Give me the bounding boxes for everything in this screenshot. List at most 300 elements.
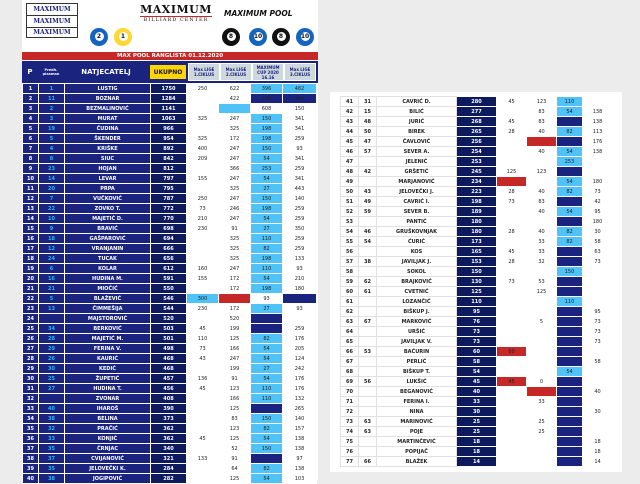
table-row [341,377,613,387]
liga1-points [187,474,219,484]
player-name: MAJETIĆ M. [65,334,151,344]
table-row [23,154,317,164]
rank-position: 72 [341,407,359,417]
liga2-points: 32 [527,257,557,267]
cup-points: 198 [251,134,283,144]
total-points: 153 [457,257,497,267]
player-name: IHAROŠ [65,404,151,414]
liga2-points: 33 [527,397,557,407]
cup-points [251,314,283,324]
table-row [341,227,613,237]
total-points: 30 [457,407,497,417]
ranking-header [22,0,318,52]
total-points: 125 [457,287,497,297]
player-name: JOGIPOVIĆ [65,474,151,484]
pool-ball-icon [114,28,132,46]
previous-rank: 28 [39,334,65,344]
total-points: 954 [151,134,187,144]
rank-position: 77 [341,457,359,467]
liga3-points: 30 [583,227,613,237]
cup-points: 54 [251,374,283,384]
table-row [23,164,317,174]
previous-rank [359,407,377,417]
total-points: 277 [457,107,497,117]
liga2-points: 247 [219,354,251,364]
rank-position: 15 [23,224,39,234]
liga3-points: 341 [283,174,317,184]
cup-points: 54 [251,154,283,164]
liga2-points [527,447,557,457]
liga3-points: 14 [583,457,613,467]
total-points: 966 [151,124,187,134]
player-name: ČRNJAC [65,444,151,454]
liga1-points [497,307,527,317]
liga2-points: 325 [219,244,251,254]
previous-rank [39,394,65,404]
liga2-points [527,437,557,447]
total-points: 340 [151,444,187,454]
total-points: 812 [151,164,187,174]
rank-position: 57 [341,257,359,267]
previous-rank: 56 [359,377,377,387]
liga2-points: 247 [219,144,251,154]
cup-points: 110 [557,297,583,307]
liga1-points [497,457,527,467]
table-row [341,217,613,227]
liga3-points: 138 [283,464,317,474]
previous-rank [359,337,377,347]
total-points: 1750 [151,84,187,94]
total-points: 666 [151,244,187,254]
cup-points: 82 [557,187,583,197]
table-row [341,247,613,257]
liga3-points: 176 [283,334,317,344]
player-name: POPIJAČ [377,447,457,457]
liga3-points: 157 [283,424,317,434]
liga1-points [187,414,219,424]
liga3-points [583,267,613,277]
total-points: 321 [151,454,187,464]
player-name: JELENIĆ [377,157,457,167]
table-row [23,254,317,264]
table-row [341,427,613,437]
cup-points: 82 [557,227,583,237]
total-points: 520 [151,314,187,324]
table-row [23,274,317,284]
cup-points [557,417,583,427]
liga3-points: 42 [583,197,613,207]
player-name: BRAJKOVIĆ [377,277,457,287]
pool-ball-icon [272,28,290,46]
rank-position: 21 [23,284,39,294]
player-name: MAJSTOROVIĆ [65,314,151,324]
total-points: 656 [151,254,187,264]
total-points: 1284 [151,94,187,104]
liga2-points: 325 [219,184,251,194]
cup-points: 27 [251,364,283,374]
liga3-points: 259 [283,204,317,214]
cup-points: 27 [251,224,283,234]
cup-points [557,357,583,367]
liga3-points [583,277,613,287]
liga2-points [527,357,557,367]
cup-points: 27 [251,184,283,194]
player-name: JAVILJAK V. [377,337,457,347]
rank-position: 74 [341,427,359,437]
liga2-points: 247 [219,264,251,274]
cup-points: 54 [251,174,283,184]
rank-position: 48 [341,167,359,177]
rank-position: 11 [23,184,39,194]
liga3-points [583,427,613,437]
table-row [23,344,317,354]
table-row [341,167,613,177]
table-row [341,407,613,417]
cup-points: 54 [557,147,583,157]
table-row [341,447,613,457]
previous-rank: 4 [39,144,65,154]
liga2-points: 83 [219,414,251,424]
player-name: ČUDINA [65,124,151,134]
previous-rank: 16 [39,274,65,284]
cup-points: 82 [557,237,583,247]
table-row [23,244,317,254]
player-name: LUKŠIĆ [377,377,457,387]
table-row [23,194,317,204]
liga2-points [527,217,557,227]
player-name: GRUŠKOVNJAK [377,227,457,237]
player-name: GRŠETIĆ [377,167,457,177]
player-name: PANTIĆ [377,217,457,227]
logo-small-2: MAXIMUM [26,15,78,28]
total-points: 390 [151,404,187,414]
rank-position: 73 [341,417,359,427]
liga3-points [583,167,613,177]
previous-rank: 30 [39,364,65,374]
total-points: 456 [151,384,187,394]
liga3-points: 93 [283,304,317,314]
previous-rank [359,307,377,317]
liga3-points: 176 [283,374,317,384]
table-row [341,347,613,357]
liga3-points: 73 [583,327,613,337]
rank-position: 76 [341,447,359,457]
liga1-points: 300 [187,294,219,304]
liga1-points [497,267,527,277]
previous-rank [359,367,377,377]
player-name: SEVER B. [377,207,457,217]
liga2-points: 83 [527,117,557,127]
table-row [23,104,317,114]
player-name: MARINOVIĆ [377,417,457,427]
total-points: 95 [457,307,497,317]
cup-points: 198 [251,284,283,294]
liga3-points: 205 [283,344,317,354]
table-row [23,174,317,184]
previous-rank [359,327,377,337]
rank-position: 58 [341,267,359,277]
player-name: LUSTIG [65,84,151,94]
total-points: 282 [151,474,187,484]
table-row [341,127,613,137]
rank-position: 3 [23,104,39,114]
rank-position: 4 [23,114,39,124]
cup-points [557,317,583,327]
liga3-points [583,377,613,387]
rank-position: 46 [341,147,359,157]
previous-rank: 67 [359,317,377,327]
previous-rank: 22 [39,204,65,214]
rank-position: 37 [23,444,39,454]
player-name: CAVRIĆ I. [377,197,457,207]
total-points: 130 [457,277,497,287]
cup-points: 82 [251,424,283,434]
rank-position: 31 [23,384,39,394]
previous-rank: 26 [39,354,65,364]
previous-rank: 57 [359,147,377,157]
cup-points [557,457,583,467]
liga2-points: 91 [219,374,251,384]
rank-position: 1 [23,84,39,94]
liga1-points [187,364,219,374]
previous-rank [359,177,377,187]
rank-position: 23 [23,304,39,314]
total-points: 787 [151,194,187,204]
player-name: BLAŽEVIĆ [65,294,151,304]
liga3-points: 150 [283,104,317,114]
rank-position: 38 [23,454,39,464]
liga3-points: 18 [583,437,613,447]
table-row [23,284,317,294]
total-points: 73 [457,337,497,347]
liga1-points: 136 [187,374,219,384]
col-liga1: Max LIGE 1.CIKLUS [188,63,220,81]
table-row [341,257,613,267]
liga2-points: 172 [219,304,251,314]
liga3-points: 132 [283,394,317,404]
logo-sub-text: BILLIARD CENTER [140,16,212,23]
liga3-points [583,367,613,377]
liga2-points [527,137,557,147]
player-name: KEDIĆ [65,364,151,374]
cup-points [557,137,583,147]
previous-rank: 31 [359,97,377,107]
liga2-points: 91 [219,454,251,464]
liga3-points: 180 [583,217,613,227]
cup-points [557,247,583,257]
liga3-points: 482 [283,84,317,94]
previous-rank: 46 [359,227,377,237]
cup-points: 82 [251,464,283,474]
rank-position: 59 [341,277,359,287]
liga1-points [187,314,219,324]
total-points: 198 [457,197,497,207]
previous-rank: 32 [39,424,65,434]
total-points: 150 [457,267,497,277]
total-points: 254 [457,147,497,157]
total-points: 501 [151,334,187,344]
previous-rank: 63 [359,417,377,427]
rank-position: 2 [23,94,39,104]
previous-rank: 42 [359,167,377,177]
liga3-points: 18 [583,447,613,457]
liga3-points [583,97,613,107]
liga2-points: 123 [527,97,557,107]
liga2-points: 247 [219,114,251,124]
liga3-points: 350 [283,224,317,234]
liga2-points: 125 [219,474,251,484]
rank-position: 65 [341,337,359,347]
player-name: BIŠKUP J. [377,307,457,317]
table-row [341,367,613,377]
total-points: 180 [457,227,497,237]
rank-position: 17 [23,244,39,254]
table-row [341,437,613,447]
player-name: MARJANOVIĆ [377,177,457,187]
previous-rank [359,217,377,227]
player-name: BAĆURIN [377,347,457,357]
table-row [23,444,317,454]
pool-ball-icon [90,28,108,46]
liga2-points: 33 [527,237,557,247]
total-points: 256 [457,137,497,147]
liga1-points [497,417,527,427]
liga1-points [497,297,527,307]
total-points: 14 [457,457,497,467]
liga2-points: 52 [219,444,251,454]
cup-points: 82 [557,127,583,137]
player-name: BERKOVIĆ [65,324,151,334]
total-points: 373 [151,414,187,424]
liga1-points: 133 [187,454,219,464]
liga2-points: 199 [219,324,251,334]
previous-rank: 43 [359,187,377,197]
player-name: VUČKOVIĆ [65,194,151,204]
col-cup: MAXIMUM CUP 2020 16.16 [252,63,284,81]
rank-position: 52 [341,207,359,217]
table-row [23,404,317,414]
liga3-points [283,314,317,324]
liga1-points: 209 [187,154,219,164]
total-points: 612 [151,264,187,274]
liga3-points [583,297,613,307]
liga1-points [187,404,219,414]
player-name: CAVRIĆ D. [377,97,457,107]
table-row [23,114,317,124]
cup-points: 54 [251,354,283,364]
cup-points: 54 [251,214,283,224]
cup-points: 110 [251,264,283,274]
previous-rank: 2 [39,104,65,114]
total-points: 18 [457,447,497,457]
rank-position: 22 [23,294,39,304]
player-name: MURAT [65,114,151,124]
liga1-points: 45 [497,97,527,107]
table-row [341,157,613,167]
total-points: 362 [151,424,187,434]
cup-points [557,327,583,337]
rank-position: 47 [341,157,359,167]
liga1-points: 400 [187,144,219,154]
cup-points: 608 [251,104,283,114]
previous-rank: 50 [359,127,377,137]
player-name: JELOVEČKI J. [377,187,457,197]
total-points: 234 [457,177,497,187]
liga2-points: 5 [527,317,557,327]
previous-rank [359,447,377,457]
liga2-points [527,327,557,337]
liga1-points [497,437,527,447]
cup-points: 54 [251,434,283,444]
liga1-points [187,464,219,474]
cup-points [557,397,583,407]
liga3-points: 138 [583,107,613,117]
rank-position: 19 [23,264,39,274]
table-row [341,457,613,467]
table-row [23,224,317,234]
previous-rank: 9 [39,224,65,234]
previous-rank: 14 [39,174,65,184]
liga3-points: 259 [283,134,317,144]
table-row [23,314,317,324]
liga1-points [497,177,527,187]
liga3-points: 63 [583,247,613,257]
player-name: NINA [377,407,457,417]
rank-position: 6 [23,134,39,144]
cup-points [251,454,283,464]
total-points: 18 [457,437,497,447]
liga2-points: 166 [219,344,251,354]
player-name: JAVILJAK J. [377,257,457,267]
liga2-points: 172 [219,284,251,294]
total-points: 550 [151,284,187,294]
col-player: NATJECATELJ [81,68,131,76]
player-name: MARKOVIĆ [377,317,457,327]
cup-points [557,407,583,417]
previous-rank: 3 [39,114,65,124]
previous-rank [359,357,377,367]
table-row [341,207,613,217]
liga2-points: 622 [219,84,251,94]
rank-position: 71 [341,397,359,407]
liga2-points: 40 [527,187,557,197]
liga3-points [583,347,613,357]
table-row [23,204,317,214]
cup-points: 150 [557,267,583,277]
liga1-points [497,407,527,417]
previous-rank: 21 [39,284,65,294]
rank-position: 34 [23,414,39,424]
col-liga3: Max LIGE 3.CIKLUS [284,63,316,81]
rank-position: 35 [23,424,39,434]
total-points: 591 [151,274,187,284]
liga1-points: 73 [497,277,527,287]
liga2-points: 325 [219,254,251,264]
liga3-points: 259 [283,234,317,244]
rank-position: 14 [23,214,39,224]
table-row [23,184,317,194]
total-points: 457 [151,374,187,384]
previous-rank: 38 [359,257,377,267]
liga2-points: 91 [219,224,251,234]
total-points: 189 [457,207,497,217]
liga3-points: 103 [283,474,317,484]
liga2-points [219,294,251,304]
total-points: 180 [457,217,497,227]
player-name: KOLAR [65,264,151,274]
liga3-points: 341 [283,154,317,164]
ball-number: 8 [227,32,236,41]
